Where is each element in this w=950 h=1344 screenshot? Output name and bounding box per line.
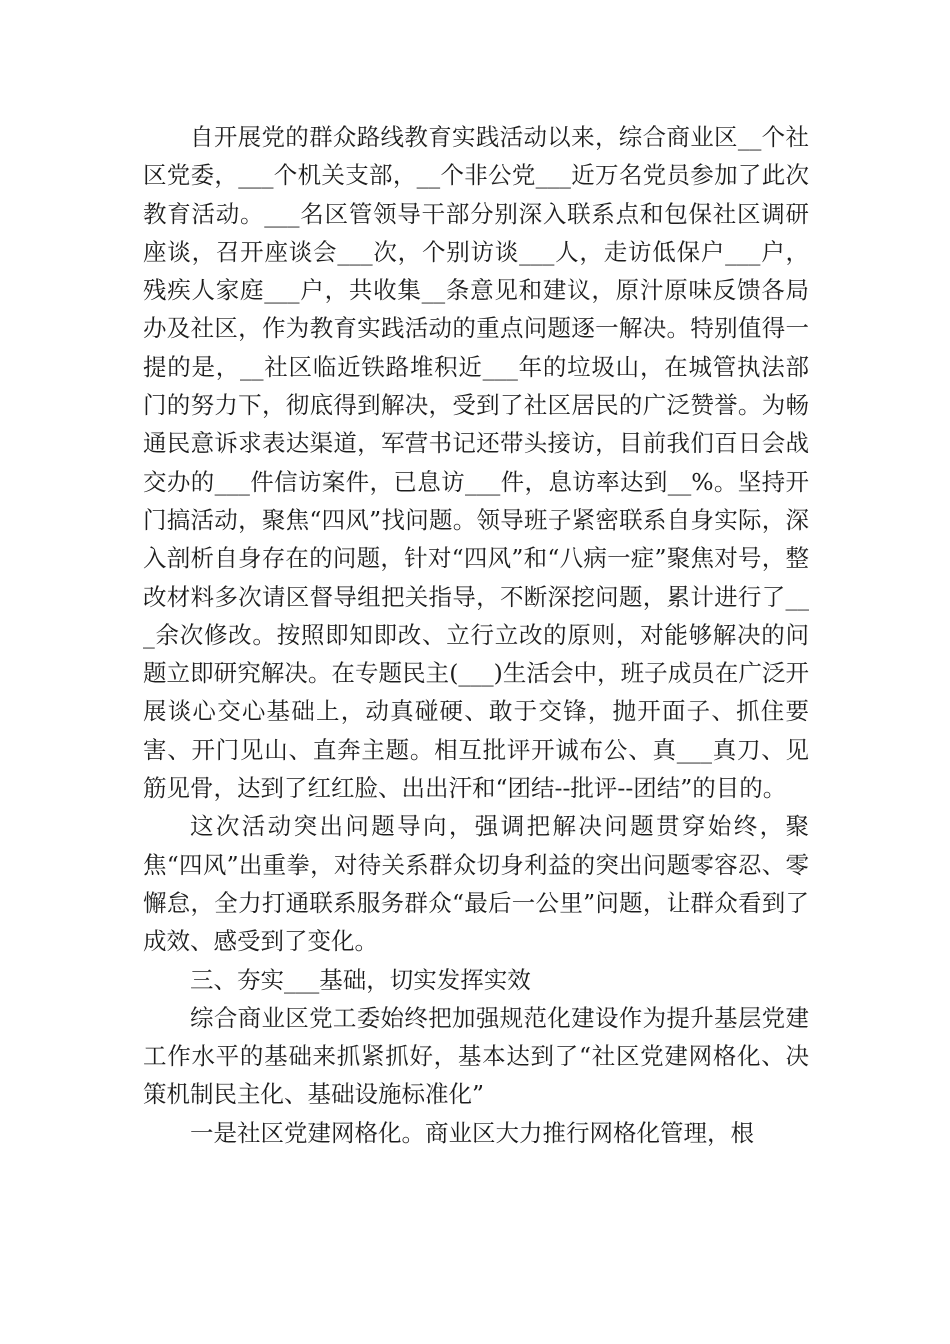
document-body — [143, 118, 809, 1152]
paragraph-grid-management: 一是社区党建网格化。商业区大力推行网格化管理，根 — [190, 1118, 754, 1147]
paragraph-standardization: 综合商业区党工委始终把加强规范化建设作为提升基层党建工作水平的基础来抓紧抓好，基本达到了“社区党建网格化、决策机制民主化、基础设施标准化” — [143, 1003, 809, 1109]
paragraph-problem-orientation: 这次活动突出问题导向，强调把解决问题贯穿始终，聚焦“四风”出重拳，对待关系群众切身利益的突出问题零容忍、零懈怠，全力打通联系服务群众“最后一公里”问题，让群众看到了成效、感受到了变化。 — [143, 812, 809, 956]
paragraph-activity-summary: 自开展党的群众路线教育实践活动以来，综合商业区__个社区党委，___个机关支部，__个非公党___近万名党员参加了此次教育活动。___名区管领导干部分别深入联系点和包保社区调研座谈，召开座谈会___次，个别访谈___人，走访低保户___户，残疾人家庭___户，共收集__条意见和建议，原汁原味反馈各局办及社区，作为教育实践活动的重点问题逐一解决。特别值得一提的是，__社区临近铁路堆积近___年的垃圾山，在城管执法部门的努力下，彻底得到解决，受到了社区居民的广泛赞誉。为畅通民意诉求表达渠道，军营书记还带头接访，目前我们百日会战交办的___件信访案件，已息访___件，息访率达到__%。坚持开门搞活动，聚焦“四风”找问题。领导班子紧密联系自身实际，深入剖析自身存在的问题，针对“四风”和“八病一症”聚焦对号，整改材料多次请区督导组把关指导，不断深挖问题，累计进行了___余次修改。按照即知即改、立行立改的原则，对能够解决的问题立即研究解决。在专题民主(___)生活会中，班子成员在广泛开展谈心交心基础上，动真碰硬、敢于交锋，抛开面子、抓住要害、开门见山、直奔主题。相互批评开诚布公、真___真刀、见筋见骨，达到了红红脸、出出汗和“团结--批评--团结”的目的。 — [143, 123, 809, 803]
section-heading-3: 三、夯实___基础，切实发挥实效 — [190, 965, 531, 994]
